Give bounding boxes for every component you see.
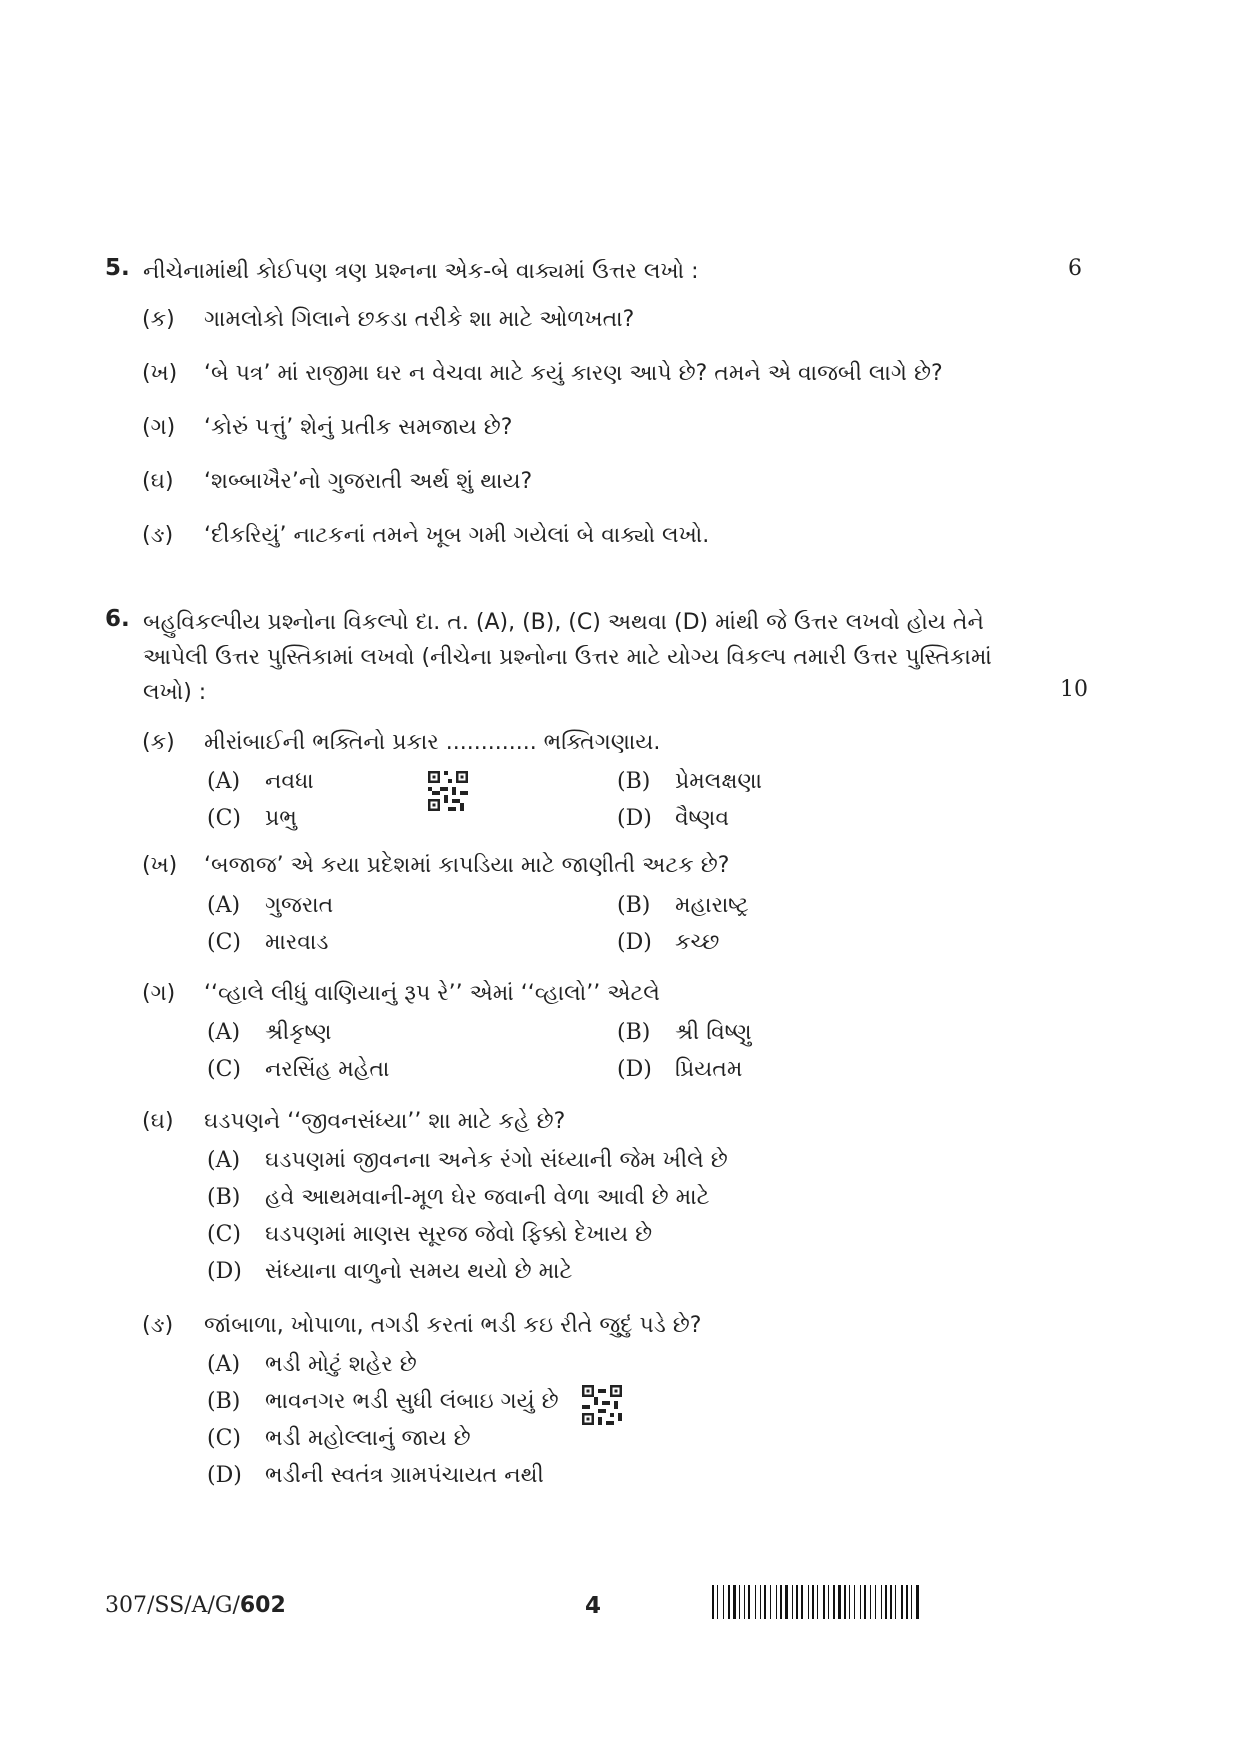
sub-label: (ગ): [142, 415, 176, 440]
option-label: (C): [207, 806, 241, 831]
option-label: (A): [207, 1148, 241, 1173]
sub-text: ‘દીકરિયું’ નાટકનાં તમને ખૂબ ગમી ગયેલાં બે વાક્યો લખો.: [204, 523, 710, 548]
sub-text: મીરાંબાઈની ભક્તિનો પ્રકાર ............. ભક્તિગણાય.: [204, 730, 661, 755]
question-number: 6.: [105, 606, 130, 632]
option-text: પ્રેમલક્ષણા: [675, 769, 762, 794]
option-label: (A): [207, 769, 241, 794]
option-label: (D): [207, 1463, 242, 1488]
marks: 10: [1060, 677, 1088, 702]
sub-label: (ઘ): [142, 469, 174, 494]
option-text: નવધા: [265, 769, 314, 794]
sub-question: [142, 361, 1062, 395]
sub-text: ‘બે પત્ર’ માં રાજીમા ઘર ન વેચવા માટે કયું કારણ આપે છે? તમને એ વાજબી લાગે છે?: [204, 361, 943, 386]
paper-code-prefix: 307/SS/A/G/: [105, 1593, 240, 1618]
qr-code-icon: [582, 1385, 622, 1425]
option-label: (B): [207, 1185, 241, 1210]
option-label: (B): [617, 769, 651, 794]
paper-code: [105, 1593, 286, 1618]
option-label: (D): [207, 1259, 242, 1284]
question-text-line: આપેલી ઉત્તર પુસ્તિકામાં લખવો (નીચેના પ્રશ્નોના ઉત્તર માટે યોગ્ય વિકલ્પ તમારી ઉત્તર પુસ્તિકામાં: [143, 645, 992, 670]
page-number: 4: [585, 1593, 602, 1619]
option-text: હવે આથમવાની-મૂળ ઘેર જવાની વેળા આવી છે માટે: [265, 1185, 710, 1210]
option-text: નરસિંહ મહેતા: [265, 1057, 390, 1082]
sub-label: (ખ): [142, 361, 178, 386]
option-label: (D): [617, 1057, 652, 1082]
sub-text: ગામલોકો ગિલાને છકડા તરીકે શા માટે ઓળખતા?: [204, 307, 635, 332]
option-text: ઘડપણમાં જીવનના અનેક રંગો સંધ્યાની જેમ ખીલે છે: [265, 1148, 728, 1173]
option-label: (D): [617, 930, 652, 955]
option-label: (A): [207, 893, 241, 918]
option-text: ભડી મોટું શહેર છે: [265, 1352, 417, 1377]
option-text: ગુજરાત: [265, 893, 334, 918]
sub-text: ‘શબ્બાખૈર’નો ગુજરાતી અર્થ શું થાય?: [204, 469, 533, 494]
sub-label: (ઘ): [142, 1109, 174, 1134]
qr-code-icon: [428, 771, 468, 811]
sub-question: [142, 730, 1062, 764]
option-label: (C): [207, 1222, 241, 1247]
sub-question: [142, 1313, 1062, 1347]
sub-label: (ઙ): [142, 1313, 174, 1338]
sub-label: (ઙ): [142, 523, 174, 548]
sub-label: (ક): [142, 307, 175, 332]
sub-label: (ખ): [142, 853, 178, 878]
sub-label: (ક): [142, 730, 175, 755]
option-text: ભાવનગર ભડી સુધી લંબાઇ ગયું છે: [265, 1389, 559, 1414]
sub-label: (ગ): [142, 981, 176, 1006]
question-5: [105, 255, 1105, 295]
sub-question: [142, 853, 1062, 887]
option-text: કચ્છ: [675, 930, 720, 955]
option-label: (C): [207, 1426, 241, 1451]
option-label: (B): [207, 1389, 241, 1414]
sub-text: ઘડપણને ‘‘જીવનસંધ્યા’’ શા માટે કહે છે?: [204, 1109, 566, 1134]
option-text: સંધ્યાના વાળુનો સમય થયો છે માટે: [265, 1259, 573, 1284]
question-text-line: લખો) :: [143, 680, 207, 705]
sub-question: [142, 981, 1062, 1015]
marks: 6: [1068, 256, 1082, 281]
option-label: (B): [617, 893, 651, 918]
option-text: વૈષ્ણવ: [675, 806, 730, 831]
option-text: મારવાડ: [265, 930, 329, 955]
option-text: મહારાષ્ટ્ર: [675, 893, 749, 918]
sub-question: [142, 469, 1062, 503]
question-text: નીચેનામાંથી કોઈપણ ત્રણ પ્રશ્નના એક-બે વાક્યમાં ઉત્તર લખો :: [143, 259, 699, 284]
option-text: શ્રીકૃષ્ણ: [265, 1020, 332, 1045]
option-text: ભડી મહોલ્લાનું જાય છે: [265, 1426, 471, 1451]
sub-question: [142, 415, 1062, 449]
option-label: (C): [207, 1057, 241, 1082]
option-label: (A): [207, 1352, 241, 1377]
sub-question: [142, 1109, 1062, 1143]
question-6: [105, 606, 1105, 716]
paper-code-number: 602: [239, 1593, 286, 1618]
option-label: (B): [617, 1020, 651, 1045]
option-label: (D): [617, 806, 652, 831]
option-text: ભડીની સ્વતંત્ર ગ્રામપંચાયત નથી: [265, 1463, 544, 1488]
question-number: 5.: [105, 255, 130, 281]
sub-question: [142, 523, 1062, 557]
sub-question: [142, 307, 1062, 341]
question-text-line: બહુવિકલ્પીય પ્રશ્નોના વિકલ્પો દા. ત. (A), (B), (C) અથવા (D) માંથી જે ઉત્તર લખવો હોય તેને: [143, 610, 984, 635]
barcode-icon: [712, 1585, 1002, 1619]
option-label: (C): [207, 930, 241, 955]
option-text: પ્રભુ: [265, 806, 297, 831]
option-label: (A): [207, 1020, 241, 1045]
sub-text: ‘કોરું પત્તું’ શેનું પ્રતીક સમજાય છે?: [204, 415, 513, 440]
sub-text: જાંબાળા, ખોપાળા, તગડી કરતાં ભડી કઇ રીતે જુદું પડે છે?: [204, 1313, 702, 1338]
option-text: પ્રિયતમ: [675, 1057, 743, 1082]
sub-text: ‘‘વ્હાલે લીધું વાણિયાનું રૂપ રે’’ એમાં ‘‘વ્હાલો’’ એટલે: [204, 981, 660, 1006]
option-text: ઘડપણમાં માણસ સૂરજ જેવો ફિક્કો દેખાય છે: [265, 1222, 653, 1247]
option-text: શ્રી વિષ્ણુ: [675, 1020, 752, 1045]
sub-text: ‘બજાજ’ એ કયા પ્રદેશમાં કાપડિયા માટે જાણીતી અટક છે?: [204, 853, 730, 878]
